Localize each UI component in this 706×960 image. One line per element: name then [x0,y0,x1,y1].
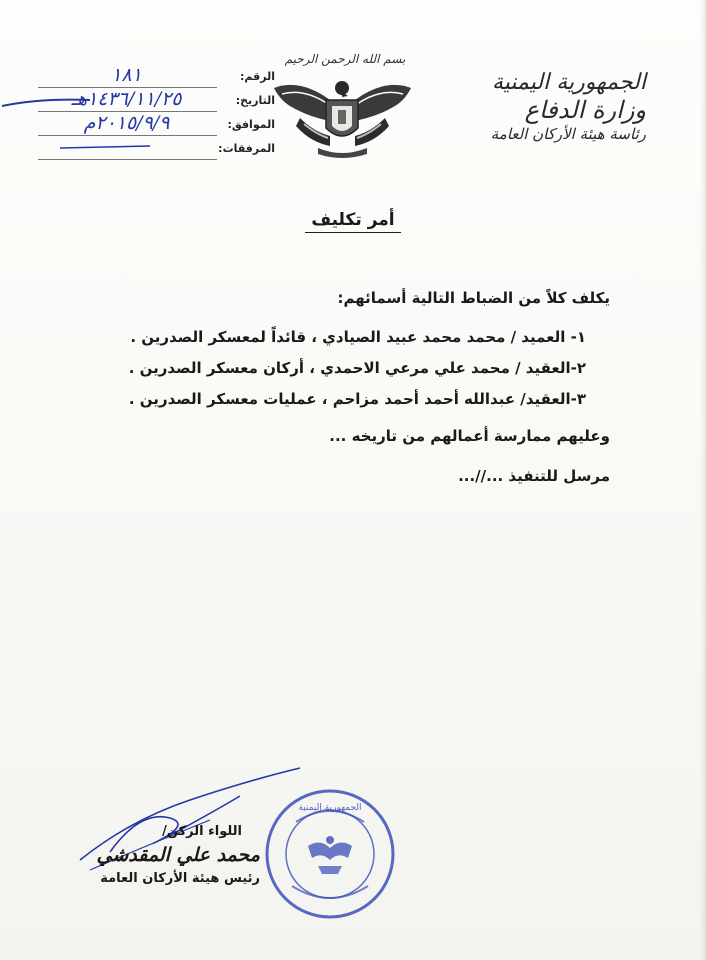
eagle-emblem-icon [270,70,415,160]
signatory-rank: اللواء الركن/ [162,824,242,839]
closing-line: وعليهم ممارسة أعمالهم من تاريخه ... [329,427,610,445]
field-corresponding-value: ٢٠١٥/٩/٩م [83,112,170,134]
field-corresponding-label: الموافق: [227,118,275,131]
ministry-department: رئاسة هيئة الأركان العامة [490,125,646,143]
document-body [90,286,610,491]
page-edge-shadow [700,0,706,960]
reference-fields [30,64,275,164]
basmala: بسم الله الرحمن الرحيم [284,52,406,66]
field-corresponding-line [38,135,217,136]
field-corresponding-row [30,112,275,140]
field-attachments-label: المرفقات: [218,142,275,155]
ministry-name: وزارة الدفاع [524,96,646,124]
field-date-value: ١٤٣٦/١١/٢٥هـ [71,88,182,110]
document-title-text: أمر تكليف [305,210,400,233]
assignment-intro: يكلف كلاً من الضباط التالية أسمائهم: [337,289,610,307]
field-attachments-line [38,159,217,160]
ministry-republic: الجمهورية اليمنية [491,70,646,95]
signature-block [20,822,260,890]
officer-item-2: ٢-العقيد / محمد علي مرعي الاحمدي ، أركان معسكر الصدرين . [128,359,586,377]
sendoff-line: مرسل للتنفيذ ...//... [458,467,610,485]
field-number-label: الرقم: [240,70,275,83]
stamp-text: الجمهورية اليمنية [298,803,362,813]
field-date-label: التاريخ: [235,94,275,107]
official-stamp-icon [262,786,398,922]
signatory-name: محمد علي المقدشي [96,844,260,866]
document-title [0,210,706,230]
signatory-role: رئيس هيئة الأركان العامة [100,871,260,886]
ministry-header [456,70,646,144]
field-attachments-row [30,140,275,164]
officer-item-1: ١- العميد / محمد محمد عبيد الصيادي ، قائداً لمعسكر الصدرين . [130,328,586,346]
officer-item-3: ٣-العقيد/ عبدالله أحمد أحمد مزاحم ، عمليات معسكر الصدرين . [128,390,586,408]
officer-list [90,322,610,415]
field-number-value: ١٨١ [111,64,142,86]
